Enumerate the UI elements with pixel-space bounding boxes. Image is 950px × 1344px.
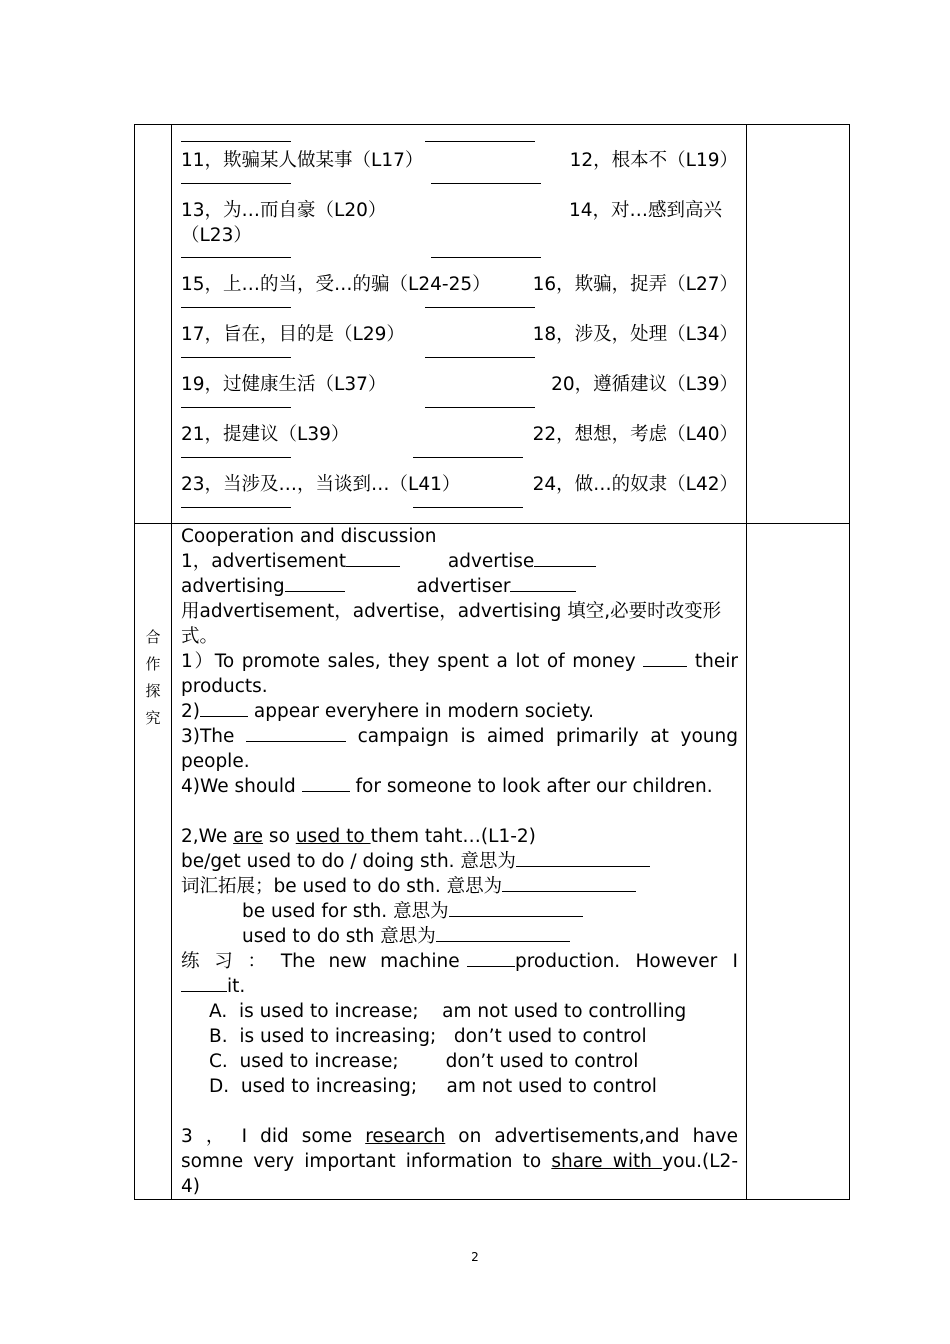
answer-blank[interactable] (425, 297, 535, 308)
vocab-item-left: 13，为…而自豪（L20） (181, 200, 387, 221)
word-form: 1，advertisement (181, 551, 347, 572)
q1-sentence-4 (181, 774, 738, 799)
sentence-text: appear everyhere in modern society. (253, 701, 594, 722)
sentence-text: you.(L2-4) (181, 1151, 738, 1197)
vocab-item-left: 21，提建议（L39） (181, 424, 350, 445)
q1-word-forms-b (181, 574, 738, 599)
sentence-text: campaign is aimed primarily at young people. (181, 726, 738, 772)
answer-blank[interactable] (181, 397, 291, 408)
answer-blank[interactable] (181, 497, 291, 508)
answer-blank[interactable] (502, 877, 636, 892)
underlined-word: are (233, 826, 264, 847)
answer-blank[interactable] (516, 852, 650, 867)
sentence-text: them taht…(L1-2) (370, 826, 536, 847)
q1-sentence-2 (181, 699, 738, 724)
section-label-char: 探 (145, 682, 161, 700)
q2-sentence (181, 824, 738, 849)
answer-blank[interactable] (413, 497, 523, 508)
prompt-text: 词汇拓展；be used to do sth. 意思为 (181, 876, 503, 897)
answer-blank[interactable] (413, 447, 523, 458)
answer-blank[interactable] (181, 173, 291, 184)
answer-blank[interactable] (285, 577, 345, 592)
underlined-word: used to (295, 826, 371, 847)
answer-blank[interactable] (181, 247, 291, 258)
q1-sentence-3 (181, 724, 738, 774)
practice-text: 练 习 ： The new machine (181, 951, 460, 972)
sentence-text: so (263, 826, 296, 847)
q1-sentence-1 (181, 649, 738, 699)
prompt-text: be/get used to do / doing sth. 意思为 (181, 851, 516, 872)
answer-blank[interactable] (431, 173, 541, 184)
vocab-item-right: 20，遵循建议（L39） (551, 374, 738, 395)
option-d[interactable]: D. used to increasing; am not used to control (209, 1076, 657, 1097)
section-label-cell (135, 524, 172, 1200)
underlined-word: share with (551, 1151, 663, 1172)
vocab-item-row (181, 201, 738, 275)
answer-blank[interactable] (246, 727, 346, 742)
q2-meaning-4 (181, 924, 738, 949)
sentence-text: their products. (181, 651, 738, 697)
word-form: advertiser (416, 576, 511, 597)
answer-blank[interactable] (643, 652, 687, 667)
section-label-char: 作 (145, 655, 161, 673)
sentence-text: 1）To promote sales, they spent a lot of money (181, 651, 636, 672)
answer-blank[interactable] (425, 347, 535, 358)
section-heading: Cooperation and discussion (181, 526, 437, 547)
option-c[interactable]: C. used to increase; don’t used to control (209, 1051, 639, 1072)
vocab-item-left: 11，欺骗某人做某事（L17） (181, 150, 424, 171)
vocab-item-row (181, 275, 738, 325)
vocab-item-left: 17，旨在，目的是（L29） (181, 324, 405, 345)
vocab-item-row (181, 325, 738, 375)
section-label-char: 究 (145, 709, 161, 727)
answer-blank[interactable] (425, 131, 535, 142)
vocab-item-right: 14，对…感到高兴（L23） (181, 200, 723, 246)
vocab-item-row (181, 151, 738, 201)
vocab-item-row (181, 475, 738, 523)
sentence-text: 3 ， I did some (181, 1126, 366, 1147)
underlined-word: research (365, 1126, 446, 1147)
word-form: advertising (181, 576, 285, 597)
answer-blank[interactable] (449, 902, 583, 917)
cooperation-row (135, 524, 850, 1200)
vocab-item-left: 15，上…的当，受…的骗（L24-25） (181, 274, 491, 295)
cooperation-cell (172, 524, 747, 1200)
option-b[interactable]: B. is used to increasing; don’t used to control (209, 1026, 647, 1047)
answer-blank[interactable] (181, 447, 291, 458)
answer-blank[interactable] (431, 247, 541, 258)
option-a[interactable]: A. is used to increase; am not used to controlling (209, 1001, 687, 1022)
q1-instruction: 用advertisement，advertise，advertising 填空,必要时改变形式。 (181, 601, 722, 647)
prompt-text: be used for sth. 意思为 (242, 901, 449, 922)
section-label (135, 524, 171, 732)
vocab-item-right: 24，做…的奴隶（L42） (532, 474, 738, 495)
answer-blank[interactable] (510, 577, 576, 592)
vocab-item-right: 18，涉及，处理（L34） (532, 324, 738, 345)
answer-blank[interactable] (181, 977, 227, 992)
answer-blank[interactable] (467, 952, 515, 967)
vocab-cell (172, 125, 747, 524)
answer-blank[interactable] (425, 397, 535, 408)
vocab-item-row (181, 375, 738, 425)
sentence-text: for someone to look after our children. (355, 776, 713, 797)
q2-practice (181, 949, 738, 999)
answer-blank[interactable] (346, 552, 400, 567)
study-table (134, 124, 850, 1200)
q3-sentence (181, 1124, 738, 1199)
vocab-item-left: 19，过健康生活（L37） (181, 374, 387, 395)
sentence-text: 2,We (181, 826, 234, 847)
cooperation-content (172, 524, 746, 1199)
sentence-text: on advertisements,and have somne very important information to (181, 1126, 738, 1172)
answer-blank[interactable] (181, 347, 291, 358)
practice-text: it. (227, 976, 246, 997)
answer-blank[interactable] (200, 702, 248, 717)
sentence-text: 4)We should (181, 776, 296, 797)
sentence-text: 3)The (181, 726, 235, 747)
vocab-item-right: 22，想想，考虑（L40） (532, 424, 738, 445)
page-number: 2 (471, 1250, 479, 1264)
answer-blank[interactable] (436, 927, 570, 942)
notes-cell (747, 524, 850, 1200)
vocab-item-right: 16，欺骗，捉弄（L27） (532, 274, 738, 295)
vocab-list (172, 125, 746, 523)
prompt-text: used to do sth 意思为 (242, 926, 436, 947)
q2-meaning-3 (181, 899, 738, 924)
vocab-side-cell (135, 125, 172, 524)
notes-cell (747, 125, 850, 524)
q2-meaning-2 (181, 874, 738, 899)
vocab-item-left: 23，当涉及…，当谈到…（L41） (181, 474, 461, 495)
q2-meaning-1 (181, 849, 738, 874)
word-form: advertise (447, 551, 535, 572)
answer-blank[interactable] (181, 297, 291, 308)
vocab-item-row (181, 425, 738, 475)
vocab-row (135, 125, 850, 524)
answer-blank[interactable] (534, 552, 596, 567)
answer-blank[interactable] (302, 777, 350, 792)
vocab-item-right: 12，根本不（L19） (569, 150, 738, 171)
sentence-text: 2) (181, 701, 200, 722)
section-label-char: 合 (145, 628, 161, 646)
answer-blank[interactable] (181, 131, 291, 142)
q1-word-forms-a (181, 549, 738, 574)
practice-text: production. However I (514, 951, 738, 972)
